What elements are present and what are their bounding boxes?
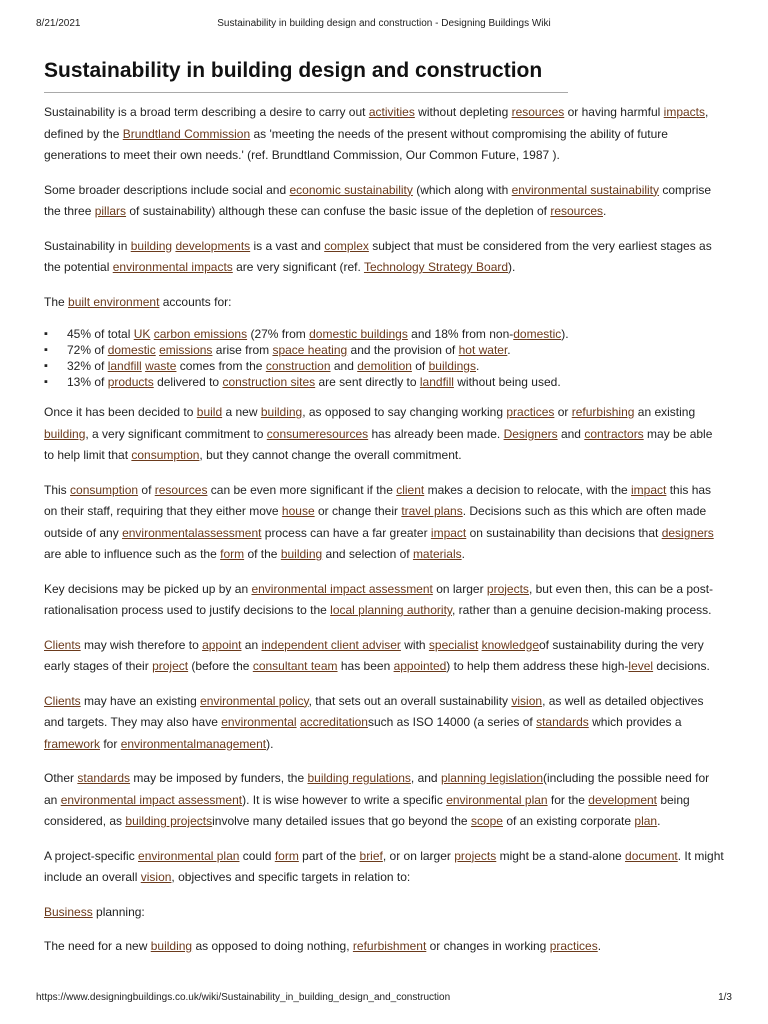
link-landfill[interactable]: landfill [419, 375, 454, 389]
link-impacts[interactable]: impacts [663, 105, 705, 119]
link-appoint[interactable]: appoint [202, 637, 242, 652]
link-build[interactable]: build [196, 405, 223, 419]
link-construction[interactable]: construction [265, 359, 331, 373]
link-specialist[interactable]: specialist [428, 637, 479, 652]
link-consumption[interactable]: consumption [70, 482, 139, 497]
link-carbon-emissions[interactable]: carbon emissions [153, 327, 248, 341]
link-brief[interactable]: brief [359, 848, 383, 863]
link-complex[interactable]: complex [324, 238, 369, 253]
link-environmental-management[interactable]: environmentalmanagement [120, 736, 267, 751]
paragraph: The built environment accounts for: [44, 294, 232, 309]
link-resources[interactable]: resources [511, 105, 565, 119]
print-footer [36, 992, 732, 1006]
link-pillars[interactable]: pillars [94, 204, 127, 218]
link-consultant-team[interactable]: consultant team [252, 659, 338, 673]
paragraph: The need for a new building as opposed to doing nothing, refurbishment or changes in working practices. [44, 939, 602, 953]
link-form[interactable]: form [274, 848, 299, 863]
link-practices[interactable]: practices [549, 939, 598, 953]
link-environmental-plan[interactable]: environmental plan [446, 792, 548, 807]
link-brundtland-commission[interactable]: Brundtland Commission [122, 126, 251, 141]
paragraph: Some broader descriptions include social and economic sustainability (which along with environmental sustainability comprise the three pillars of sustainability) although these can confuse the basic issue of the depletion of resources. [44, 182, 712, 218]
page-number: 1/3 [718, 992, 732, 1003]
link-building[interactable]: building [44, 426, 86, 441]
paragraph: Business planning: [44, 904, 145, 919]
list-item: ▪ 72% of domestic emissions arise from space heating and the provision of hot water. [44, 342, 724, 358]
article-title: Sustainability in building design and construction [44, 58, 568, 93]
paragraph: Sustainability is a broad term describing a desire to carry out activities without depleting resources or having harmful impacts, defined by the Brundtland Commission as 'meeting the needs of the present without compromising the ability of future generations to meet their own needs.' (ref. Brundtland Commission, Our Common Future, 1987 ). [44, 105, 709, 162]
link-standards[interactable]: standards [536, 715, 589, 729]
link-emissions[interactable]: emissions [159, 343, 213, 357]
link-form[interactable]: form [220, 547, 245, 561]
link-development[interactable]: development [588, 792, 657, 807]
link-resources[interactable]: resources [550, 204, 604, 218]
link-project[interactable]: project [152, 659, 189, 673]
link-activities[interactable]: activities [368, 105, 415, 119]
link-client[interactable]: client [396, 482, 425, 497]
link-environmental-impact-assessment[interactable]: environmental impact assessment [251, 581, 433, 596]
print-date: 8/21/2021 [36, 18, 81, 29]
paragraph: This consumption of resources can be even more significant if the client makes a decision to relocate, with the impact this has on their staff, requiring that they either move house or change their travel plans. Decisions such as this which are often made outside of any environmentalassessment process can have a far greater impact on sustainability than decisions that designers are able to influence such as the form of the building and selection of materials. [44, 482, 714, 561]
link-planning-legislation[interactable]: planning legislation [440, 771, 544, 785]
link-independent-client-adviser[interactable]: independent client adviser [261, 637, 401, 652]
link-consumeresources[interactable]: consumeresources [266, 426, 369, 441]
link-impact[interactable]: impact [631, 482, 667, 497]
list-item: ▪ 45% of total UK carbon emissions (27% from domestic buildings and 18% from non-domestic). [44, 326, 724, 342]
paragraph: Sustainability in building developments is a vast and complex subject that must be considered from the very earliest stages as the potential environmental impacts are very significant (ref. Technology Strategy Board). [44, 238, 712, 274]
paragraph: Clients may have an existing environmental policy, that sets out an overall sustainability vision, as well as detailed objectives and targets. They may also have environmental accreditationsuch as ISO 14000 (a series of standards which provides a framework for environmentalmanagement). [44, 693, 704, 751]
link-building[interactable]: building [130, 238, 173, 253]
link-standards[interactable]: standards [77, 771, 131, 785]
print-header [36, 18, 732, 32]
link-vision[interactable]: vision [511, 693, 543, 708]
link-environmental-policy[interactable]: environmental policy [200, 693, 309, 708]
link-building-projects[interactable]: building projects [125, 814, 213, 828]
link-economic-sustainability[interactable]: economic sustainability [289, 182, 413, 197]
link-level[interactable]: level [628, 659, 654, 673]
link-environmental-plan[interactable]: environmental plan [138, 848, 240, 863]
link-plan[interactable]: plan [634, 814, 658, 828]
link-house[interactable]: house [281, 504, 315, 518]
link-designers[interactable]: designers [661, 525, 714, 540]
link-local-planning-authority[interactable]: local planning authority [330, 603, 453, 617]
statistics-list [44, 326, 724, 390]
article [44, 58, 724, 958]
link-uk[interactable]: UK [133, 327, 151, 341]
link-scope[interactable]: scope [470, 814, 503, 828]
print-url: https://www.designingbuildings.co.uk/wiki/Sustainability_in_building_design_and_construction [36, 992, 451, 1003]
link-space-heating[interactable]: space heating [272, 343, 348, 357]
paragraph: Clients may wish therefore to appoint an independent client adviser with specialist knowledgeof sustainability during the very early stages of their project (before the consultant team has been appointed) to help them address these high-level decisions. [44, 637, 710, 673]
link-contractors[interactable]: contractors [584, 426, 644, 441]
link-vision[interactable]: vision [140, 870, 172, 884]
link-environmental[interactable]: environmental [221, 715, 297, 729]
link-environmental-assessment[interactable]: environmentalassessment [122, 525, 262, 540]
link-building[interactable]: building [150, 939, 193, 953]
link-knowledge[interactable]: knowledge [481, 637, 539, 652]
link-projects[interactable]: projects [486, 581, 529, 596]
link-landfill[interactable]: landfill [107, 359, 142, 373]
link-hot-water[interactable]: hot water [458, 343, 508, 357]
link-refurbishing[interactable]: refurbishing [571, 405, 635, 419]
link-impact[interactable]: impact [430, 525, 467, 540]
link-travel-plans[interactable]: travel plans [401, 504, 463, 518]
paragraph: Once it has been decided to build a new building, as opposed to say changing working practices or refurbishing an existing building, a very significant commitment to consumeresources has already been made. Designers and contractors may be able to help limit that consumption, but they cannot change the overall commitment. [44, 405, 713, 462]
link-designers[interactable]: Designers [503, 426, 558, 441]
link-construction-sites[interactable]: construction sites [222, 375, 316, 389]
link-buildings[interactable]: buildings [428, 359, 476, 373]
print-page-title: Sustainability in building design and construction - Designing Buildings Wiki [217, 18, 551, 29]
link-building[interactable]: building [260, 405, 303, 419]
list-item: ▪ 32% of landfill waste comes from the construction and demolition of buildings. [44, 358, 724, 374]
list-item: ▪ 13% of products delivered to construction sites are sent directly to landfill without being used. [44, 374, 724, 390]
link-developments[interactable]: developments [175, 238, 251, 253]
link-appointed[interactable]: appointed [393, 659, 447, 673]
link-environmental-impact-assessment[interactable]: environmental impact assessment [60, 792, 243, 807]
link-clients[interactable]: Clients [44, 637, 81, 652]
link-building-regulations[interactable]: building regulations [307, 771, 411, 785]
link-materials[interactable]: materials [412, 547, 462, 561]
link-environmental-sustainability[interactable]: environmental sustainability [511, 182, 660, 197]
link-framework[interactable]: framework [44, 736, 101, 751]
paragraph: Other standards may be imposed by funders, the building regulations, and planning legislation(including the possible need for an environmental impact assessment). It is wise however to write a specific environmental plan for the development being considered, as building projectsinvolve many detailed issues that go beyond the scope of an existing corporate plan. [44, 771, 710, 828]
link-domestic-buildings[interactable]: domestic buildings [309, 327, 408, 341]
link-products[interactable]: products [107, 375, 154, 389]
link-accreditation[interactable]: accreditation [299, 715, 368, 729]
link-practices[interactable]: practices [506, 405, 555, 419]
link-technology-strategy-board[interactable]: Technology Strategy Board [363, 260, 509, 274]
paragraph: Key decisions may be picked up by an environmental impact assessment on larger projects, but even then, this can be a post-rationalisation process used to justify decisions to the local planning authority, rather than a genuine decision-making process. [44, 581, 714, 617]
link-demolition[interactable]: demolition [357, 359, 412, 373]
link-domestic[interactable]: domestic [107, 343, 156, 357]
link-refurbishment[interactable]: refurbishment [352, 939, 427, 953]
link-built-environment[interactable]: built environment [68, 294, 160, 309]
link-consumption[interactable]: consumption [131, 448, 200, 462]
link-building[interactable]: building [280, 547, 323, 561]
link-resources[interactable]: resources [154, 482, 208, 497]
paragraph: A project-specific environmental plan could form part of the brief, or on larger projects might be a stand-alone document. It might include an overall vision, objectives and specific targets in relation to: [44, 848, 724, 884]
link-projects[interactable]: projects [454, 848, 497, 863]
link-waste[interactable]: waste [145, 359, 177, 373]
link-environmental-impacts[interactable]: environmental impacts [112, 260, 233, 274]
link-document[interactable]: document [625, 848, 678, 863]
link-clients[interactable]: Clients [44, 693, 81, 708]
link-business[interactable]: Business [44, 904, 93, 919]
link-domestic[interactable]: domestic [513, 327, 562, 341]
